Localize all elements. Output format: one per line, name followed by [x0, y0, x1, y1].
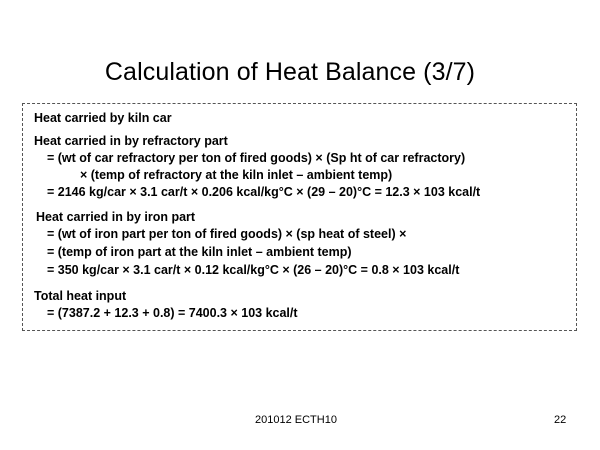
slide-title: Calculation of Heat Balance (3/7): [104, 58, 476, 86]
page-number: 22: [554, 414, 567, 426]
refractory-heading: Heat carried in by refractory part: [34, 134, 228, 148]
total-heading: Total heat input: [34, 289, 127, 303]
iron-line-2: = (temp of iron part at the kiln inlet – ambient temp): [47, 245, 352, 259]
iron-line-3: = 350 kg/car × 3.1 car/t × 0.12 kcal/kg°C × (26 – 20)°C = 0.8 × 103 kcal/t: [47, 263, 460, 277]
total-line-1: = (7387.2 + 12.3 + 0.8) = 7400.3 × 103 kcal/t: [47, 306, 298, 320]
refractory-line-2: × (temp of refractory at the kiln inlet – ambient temp): [80, 168, 393, 182]
iron-heading: Heat carried in by iron part: [36, 210, 196, 224]
iron-line-1: = (wt of iron part per ton of fired goods) × (sp heat of steel) ×: [47, 227, 407, 241]
refractory-line-1: = (wt of car refractory per ton of fired goods) × (Sp ht of car refractory): [47, 151, 466, 165]
footer-code: 201012 ECTH10: [255, 414, 337, 426]
refractory-line-3: = 2146 kg/car × 3.1 car/t × 0.206 kcal/kg°C × (29 – 20)°C = 12.3 × 103 kcal/t: [47, 185, 481, 199]
section-heading: Heat carried by kiln car: [34, 111, 172, 125]
